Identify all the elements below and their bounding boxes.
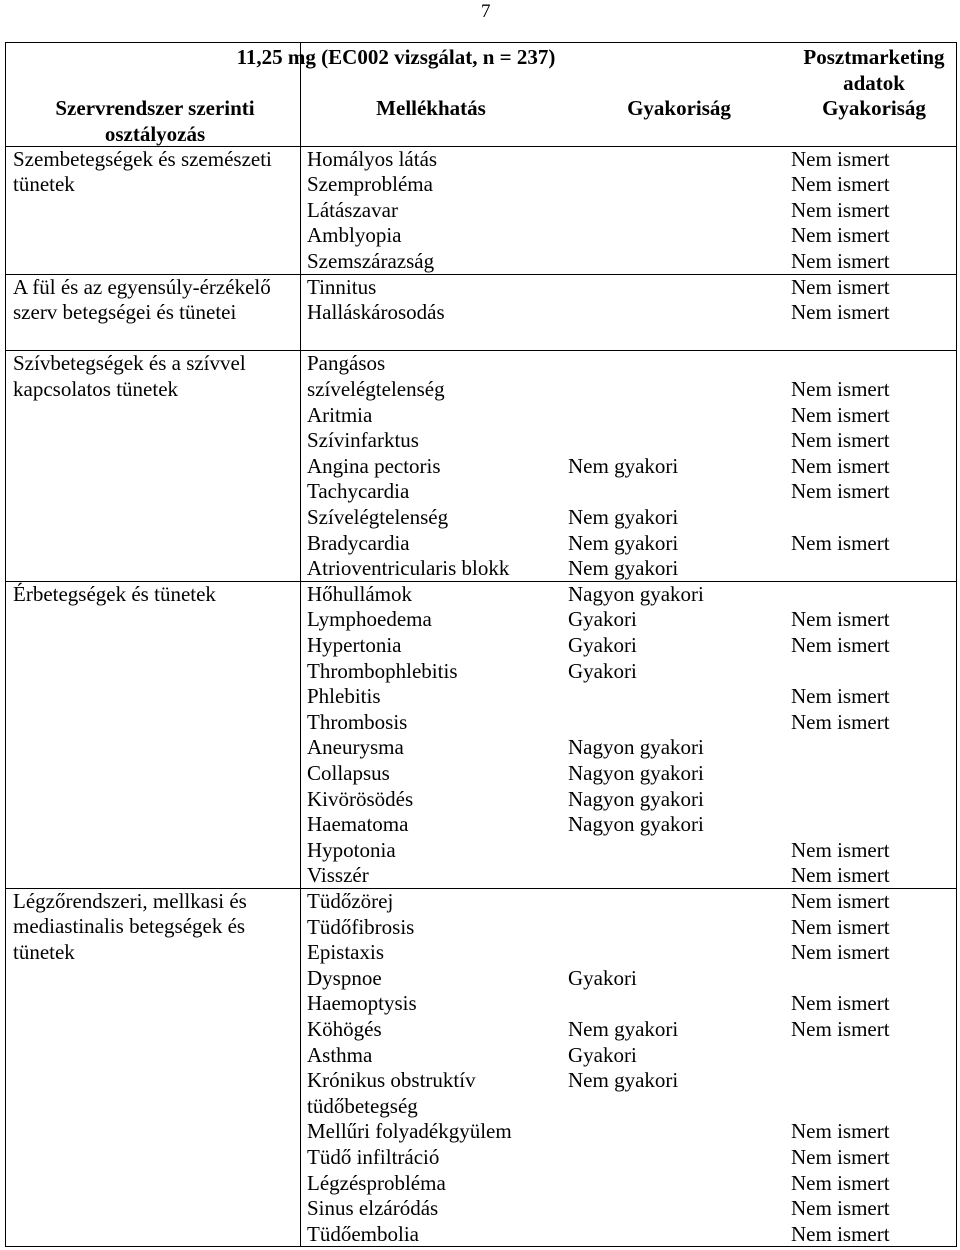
reaction-cell: Halláskárosodás (307, 300, 445, 325)
pm-frequency-cell (791, 1043, 957, 1069)
frequency-cell (568, 1119, 790, 1145)
reaction-cell: Epistaxis (307, 940, 384, 965)
group-separator (5, 581, 957, 582)
reaction-cell: Hypertonia (307, 632, 402, 657)
pm-frequency-cell: Nem ismert (791, 172, 890, 197)
reaction-cell: Tüdőzörej (307, 888, 394, 913)
frequency-cell: Nem gyakori (568, 1016, 679, 1041)
reaction-cell: Kivörösödés (307, 786, 414, 811)
pm-frequency-cell: Nem ismert (791, 1016, 890, 1041)
pm-frequency-cell (791, 326, 957, 352)
frequency-cell: Nem gyakori (568, 504, 679, 529)
frequency-cell (568, 275, 790, 301)
frequency-column-header: Gyakoriság (627, 96, 731, 120)
organ-system-cell: Szívbetegségek és a szívvel kapcsolatos tünetek (13, 351, 246, 401)
frequency-cell: Gyakori (568, 632, 637, 657)
frequency-cell: Nagyon gyakori (568, 581, 704, 606)
reaction-cell: Visszér (307, 863, 369, 888)
reaction-cell: Collapsus (307, 760, 390, 785)
reaction-cell: tüdőbetegség (307, 1093, 418, 1118)
reaction-cell: Légzésprobléma (307, 1170, 446, 1195)
reaction-cell (307, 326, 567, 352)
pm-frequency-cell (791, 659, 957, 685)
reaction-cell: Tüdő infiltráció (307, 1144, 440, 1169)
frequency-cell (568, 172, 790, 198)
frequency-cell: Gyakori (568, 1042, 637, 1067)
reaction-cell: Szívelégtelenség (307, 504, 449, 529)
pm-frequency-cell: Nem ismert (791, 479, 890, 504)
organ-system-cell: Érbetegségek és tünetek (13, 581, 216, 606)
table-top-border (5, 42, 957, 43)
pm-frequency-cell: Nem ismert (791, 863, 890, 888)
organ-column-header: Szervrendszer szerinti osztályozás (55, 96, 255, 146)
reaction-cell: Atrioventricularis blokk (307, 556, 510, 581)
frequency-cell (568, 428, 790, 454)
table-left-border (5, 42, 6, 1247)
frequency-cell (568, 1196, 790, 1222)
reaction-cell: Tüdőembolia (307, 1221, 419, 1246)
frequency-cell: Nem gyakori (568, 530, 679, 555)
pm-frequency-cell: Nem ismert (791, 684, 890, 709)
organ-system-cell: A fül és az egyensúly-érzékelő szerv betegségei és tünetei (13, 274, 271, 325)
reaction-cell: Köhögés (307, 1016, 382, 1041)
pm-frequency-cell: Nem ismert (791, 453, 890, 478)
pm-frequency-cell: Nem ismert (791, 530, 890, 555)
reaction-cell: Mellűri folyadékgyülem (307, 1119, 512, 1144)
group-separator (5, 146, 957, 147)
reaction-cell: Amblyopia (307, 223, 402, 248)
pm-frequency-cell: Nem ismert (791, 837, 890, 862)
pm-frequency-cell: Nem ismert (791, 223, 890, 248)
pm-frequency-cell (791, 351, 957, 377)
frequency-cell: Nagyon gyakori (568, 735, 704, 760)
pm-frequency-cell (791, 505, 957, 531)
reaction-cell: Hőhullámok (307, 581, 412, 606)
pm-frequency-cell: Nem ismert (791, 1170, 890, 1195)
pm-frequency-cell (791, 735, 957, 761)
frequency-cell: Gyakori (568, 965, 637, 990)
frequency-cell (568, 889, 790, 915)
pm-frequency-cell (791, 761, 957, 787)
pm-frequency-cell: Nem ismert (791, 607, 890, 632)
pm-frequency-cell: Nem ismert (791, 197, 890, 222)
frequency-cell: Nagyon gyakori (568, 760, 704, 785)
reaction-cell: Pangásos (307, 351, 386, 376)
frequency-cell: Gyakori (568, 658, 637, 683)
frequency-cell: Gyakori (568, 607, 637, 632)
reaction-cell: Szívinfarktus (307, 428, 419, 453)
frequency-cell: Nem gyakori (568, 453, 679, 478)
frequency-cell (568, 991, 790, 1017)
pm-frequency-cell (791, 1068, 957, 1094)
pm-frequency-cell: Nem ismert (791, 1221, 890, 1246)
frequency-cell (568, 377, 790, 403)
frequency-cell (568, 351, 790, 377)
pm-frequency-cell (791, 556, 957, 582)
pm-frequency-cell (791, 1094, 957, 1120)
frequency-cell (568, 838, 790, 864)
group-separator (5, 888, 957, 889)
reaction-cell: Bradycardia (307, 530, 410, 555)
organ-system-cell: Szembetegségek és szemészeti tünetek (13, 146, 272, 197)
reaction-cell: Haematoma (307, 812, 409, 837)
pm-frequency-cell (791, 787, 957, 813)
pm-frequency-cell (791, 812, 957, 838)
frequency-cell (568, 479, 790, 505)
group-separator (5, 274, 957, 275)
reaction-cell: Phlebitis (307, 684, 381, 709)
reaction-cell: Haemoptysis (307, 991, 417, 1016)
frequency-cell (568, 1171, 790, 1197)
reaction-cell: Tinnitus (307, 274, 377, 299)
frequency-cell (568, 1094, 790, 1120)
frequency-cell (568, 1145, 790, 1171)
pm-frequency-cell: Nem ismert (791, 274, 890, 299)
pm-frequency-cell: Nem ismert (791, 300, 890, 325)
pm-frequency-cell (791, 966, 957, 992)
pm-frequency-cell: Nem ismert (791, 1144, 890, 1169)
pm-frequency-cell: Nem ismert (791, 248, 890, 273)
frequency-cell (568, 940, 790, 966)
pm-frequency-cell: Nem ismert (791, 888, 890, 913)
study-header: 11,25 mg (EC002 vizsgálat, n = 237) (236, 45, 556, 69)
organ-system-cell: Légzőrendszeri, mellkasi és mediastinalis betegségek és tünetek (13, 888, 247, 965)
reaction-column-header: Mellékhatás (376, 96, 486, 120)
reaction-cell: Szemszárazság (307, 248, 435, 273)
pm-frequency-cell: Nem ismert (791, 402, 890, 427)
pm-frequency-cell: Nem ismert (791, 632, 890, 657)
group-separator (5, 350, 957, 351)
column-divider (300, 42, 301, 1247)
pm-frequency-column-header: Gyakoriság (822, 96, 926, 120)
reaction-cell: Tüdőfibrosis (307, 914, 415, 939)
reaction-cell: szívelégtelenség (307, 376, 445, 401)
pm-frequency-cell (791, 582, 957, 608)
postmarketing-header: Posztmarketing adatok (803, 45, 945, 95)
frequency-cell (568, 326, 790, 352)
reaction-cell: Thrombosis (307, 709, 408, 734)
reaction-cell: Sinus elzáródás (307, 1196, 439, 1221)
frequency-cell (568, 198, 790, 224)
page-number: 7 (481, 1, 491, 22)
frequency-cell (568, 147, 790, 173)
pm-frequency-cell: Nem ismert (791, 709, 890, 734)
frequency-cell (568, 1222, 790, 1248)
frequency-cell (568, 249, 790, 275)
pm-frequency-cell: Nem ismert (791, 1196, 890, 1221)
reaction-cell: Angina pectoris (307, 453, 441, 478)
pm-frequency-cell: Nem ismert (791, 376, 890, 401)
pm-frequency-cell: Nem ismert (791, 146, 890, 171)
reaction-cell: Szemprobléma (307, 172, 433, 197)
frequency-cell (568, 403, 790, 429)
pm-frequency-cell: Nem ismert (791, 1119, 890, 1144)
frequency-cell (568, 684, 790, 710)
reaction-cell: Thrombophlebitis (307, 658, 458, 683)
reaction-cell: Hypotonia (307, 837, 396, 862)
pm-frequency-cell: Nem ismert (791, 940, 890, 965)
reaction-cell: Látászavar (307, 197, 398, 222)
reaction-cell: Krónikus obstruktív (307, 1068, 476, 1093)
adverse-reactions-table (5, 42, 957, 1247)
frequency-cell: Nagyon gyakori (568, 812, 704, 837)
pm-frequency-cell: Nem ismert (791, 428, 890, 453)
reaction-cell: Homályos látás (307, 146, 438, 171)
frequency-cell (568, 300, 790, 326)
reaction-cell: Aritmia (307, 402, 373, 427)
reaction-cell: Tachycardia (307, 479, 410, 504)
pm-frequency-cell: Nem ismert (791, 914, 890, 939)
reaction-cell: Aneurysma (307, 735, 404, 760)
pm-frequency-cell: Nem ismert (791, 991, 890, 1016)
frequency-cell (568, 863, 790, 889)
frequency-cell: Nem gyakori (568, 556, 679, 581)
reaction-cell: Asthma (307, 1042, 373, 1067)
frequency-cell (568, 223, 790, 249)
frequency-cell (568, 915, 790, 941)
frequency-cell (568, 710, 790, 736)
reaction-cell: Lymphoedema (307, 607, 432, 632)
frequency-cell: Nem gyakori (568, 1068, 679, 1093)
reaction-cell: Dyspnoe (307, 965, 382, 990)
frequency-cell: Nagyon gyakori (568, 786, 704, 811)
